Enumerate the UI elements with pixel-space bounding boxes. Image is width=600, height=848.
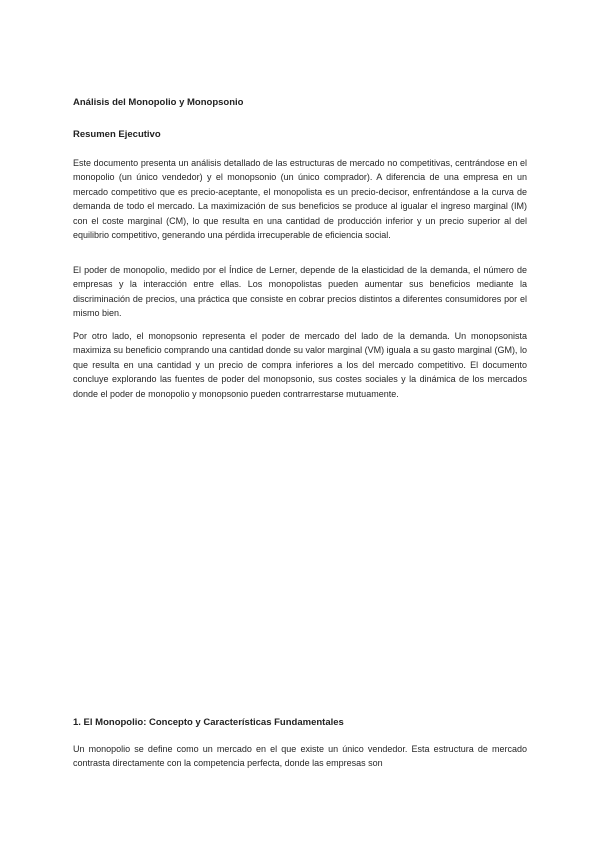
summary-paragraph-1: Este documento presenta un análisis detallado de las estructuras de mercado no competitivas, centrándose en el monopolio (un único vendedor) y el monopsonio (un único comprador). A diferencia de una empresa en un mercado competitivo que es precio-aceptante, el monopolista es un precio-decisor, enfrentándose a la curva de demanda de todo el mercado. La maximización de sus beneficios se produce al igualar el ingreso marginal (IM) con el coste marginal (CM), lo que resulta en una cantidad de producción inferior y un precio superior al del equilibrio competitivo, generando una pérdida irrecuperable de eficiencia social. [73,158,527,241]
summary-heading: Resumen Ejecutivo [73,129,161,140]
summary-paragraph-2: El poder de monopolio, medido por el Índice de Lerner, depende de la elasticidad de la demanda, el número de empresas y la interacción entre ellas. Los monopolistas pueden aumentar sus beneficios mediante la discriminación de precios, una práctica que consiste en cobrar precios distintos a diferentes consumidores por el mismo bien. [73,265,527,319]
section-1-heading: 1. El Monopolio: Concepto y Características Fundamentales [73,717,344,728]
summary-paragraph-3: Por otro lado, el monopsonio representa el poder de mercado del lado de la demanda. Un monopsonista maximiza su beneficio comprando una cantidad donde su valor marginal (VM) iguala a su gasto marginal (GM), lo que resulta en una cantidad y un precio de compra inferiores a los del mercado competitivo. El documento concluye explorando las fuentes de poder del monopsonio, sus costes sociales y la dinámica de los mercados donde el poder de monopolio y monopsonio pueden contrarrestarse mutuamente. [73,331,527,399]
document-title: Análisis del Monopolio y Monopsonio [73,97,244,108]
section-1-paragraph: Un monopolio se define como un mercado en el que existe un único vendedor. Esta estructura de mercado contrasta directamente con la competencia perfecta, donde las empresas son [73,744,527,769]
